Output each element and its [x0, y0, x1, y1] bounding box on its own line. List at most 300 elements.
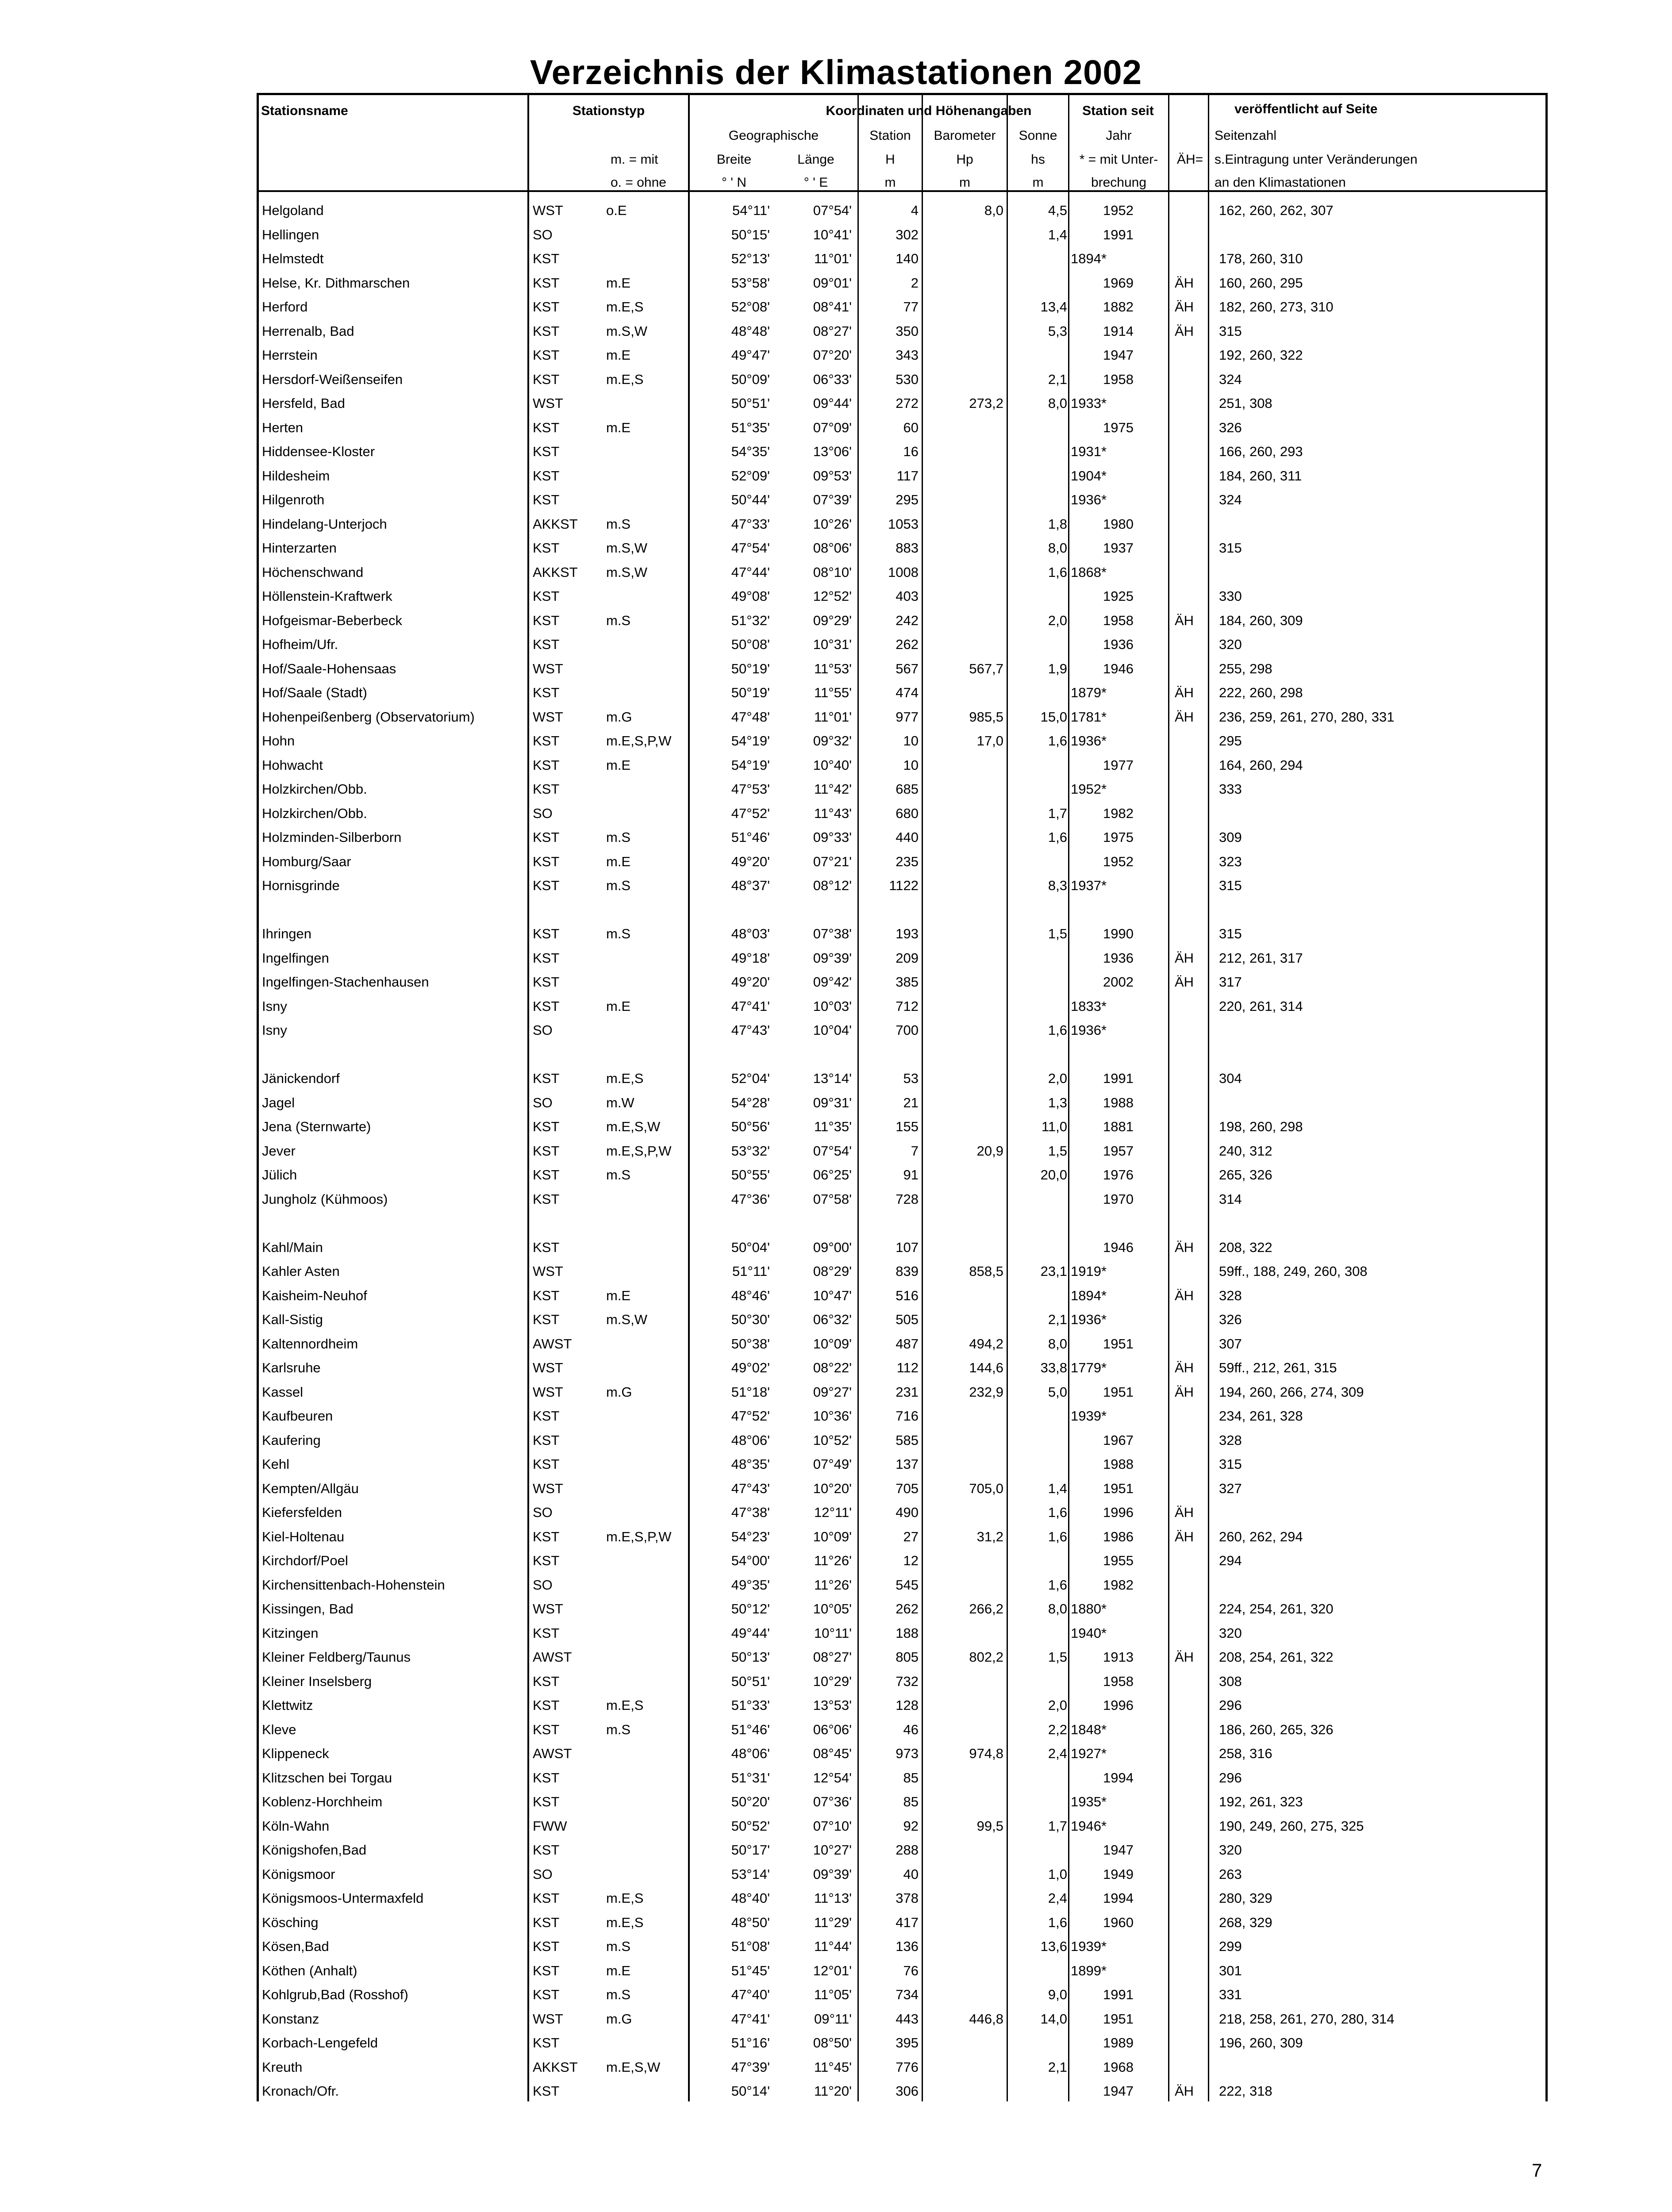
column-rule	[1068, 93, 1069, 2101]
cell-name: Kiefersfelden	[262, 1505, 342, 1520]
cell-seit: 1951	[1103, 1336, 1134, 1352]
cell-seit: 1936*	[1071, 1312, 1107, 1327]
cell-h: 262	[896, 637, 919, 652]
cell-breite: 51°46'	[731, 830, 770, 845]
cell-breite: 52°04'	[731, 1071, 770, 1086]
cell-typ: SO	[533, 1094, 553, 1110]
cell-seit: 1949	[1103, 1866, 1134, 1882]
cell-name: Klettwitz	[262, 1697, 313, 1713]
header-breite: Breite	[716, 152, 752, 167]
cell-seiten: 315	[1219, 323, 1242, 339]
cell-breite: 50°56'	[731, 1119, 770, 1134]
cell-name: Kempten/Allgäu	[262, 1480, 359, 1496]
cell-laenge: 10°40'	[813, 757, 852, 773]
cell-hp: 985,5	[969, 709, 1003, 725]
cell-ah: ÄH	[1175, 1239, 1194, 1255]
cell-breite: 50°44'	[731, 492, 770, 507]
cell-hp: 8,0	[984, 203, 1003, 218]
cell-laenge: 09°39'	[813, 1866, 852, 1882]
cell-seit: 1952	[1103, 203, 1134, 218]
cell-name: Hersfeld, Bad	[262, 396, 345, 411]
cell-seiten: 326	[1219, 1312, 1242, 1327]
cell-breite: 51°35'	[731, 419, 770, 435]
header-barometer: Barometer	[934, 128, 996, 143]
cell-seit: 1936*	[1071, 492, 1107, 507]
cell-breite: 54°19'	[731, 757, 770, 773]
cell-breite: 51°33'	[731, 1697, 770, 1713]
cell-seit: 1946*	[1071, 1818, 1107, 1834]
cell-laenge: 08°22'	[813, 1360, 852, 1375]
cell-h: 91	[903, 1167, 919, 1183]
cell-typ: KST	[533, 540, 560, 556]
cell-name: Herten	[262, 419, 304, 435]
cell-seit: 1935*	[1071, 1794, 1107, 1809]
cell-breite: 49°20'	[731, 974, 770, 990]
cell-hs: 1,0	[1048, 1866, 1067, 1882]
cell-seit: 1960	[1103, 1914, 1134, 1930]
cell-name: Kösen,Bad	[262, 1939, 329, 1954]
cell-hs: 1,3	[1048, 1094, 1067, 1110]
cell-ah: ÄH	[1175, 2083, 1194, 2099]
cell-hs: 1,4	[1048, 227, 1067, 242]
cell-seit: 1925	[1103, 588, 1134, 604]
cell-laenge: 08°27'	[813, 1649, 852, 1665]
cell-h: 12	[903, 1553, 919, 1568]
cell-hs: 1,6	[1048, 1505, 1067, 1520]
cell-seit: 1894*	[1071, 251, 1107, 266]
cell-name: Hindelang-Unterjoch	[262, 516, 387, 532]
cell-mo: m.S	[606, 1167, 631, 1183]
cell-name: Hofheim/Ufr.	[262, 637, 338, 652]
cell-h: 728	[896, 1191, 919, 1207]
cell-seiten: 208, 254, 261, 322	[1219, 1649, 1334, 1665]
cell-mo: m.E,S	[606, 1914, 644, 1930]
cell-hp: 273,2	[969, 396, 1003, 411]
cell-hs: 1,6	[1048, 733, 1067, 749]
cell-seit: 1937*	[1071, 878, 1107, 893]
cell-seiten: 326	[1219, 419, 1242, 435]
cell-seiten: 330	[1219, 588, 1242, 604]
cell-seit: 1899*	[1071, 1962, 1107, 1978]
cell-seit: 1951	[1103, 1384, 1134, 1400]
cell-seiten: 314	[1219, 1191, 1242, 1207]
cell-breite: 47°41'	[731, 998, 770, 1014]
cell-seit: 1980	[1103, 516, 1134, 532]
cell-breite: 51°31'	[731, 1770, 770, 1786]
cell-breite: 53°14'	[731, 1866, 770, 1882]
cell-seit: 1988	[1103, 1094, 1134, 1110]
cell-breite: 52°08'	[731, 299, 770, 315]
cell-h: 27	[903, 1528, 919, 1544]
cell-name: Hornisgrinde	[262, 878, 340, 893]
cell-typ: KST	[533, 1167, 560, 1183]
cell-laenge: 07°38'	[813, 926, 852, 941]
cell-seit: 1968	[1103, 2059, 1134, 2075]
cell-hs: 2,0	[1048, 1071, 1067, 1086]
header-station-seit: Station seit	[1082, 104, 1154, 118]
cell-typ: KST	[533, 974, 560, 990]
cell-h: 1053	[888, 516, 919, 532]
cell-name: Klitzschen bei Torgau	[262, 1770, 392, 1786]
cell-laenge: 10°03'	[813, 998, 852, 1014]
cell-mo: m.E,S,P,W	[606, 1143, 672, 1159]
cell-breite: 50°51'	[731, 1673, 770, 1689]
cell-typ: KST	[533, 926, 560, 941]
cell-laenge: 07°54'	[813, 203, 852, 218]
cell-h: 385	[896, 974, 919, 990]
cell-ah: ÄH	[1175, 1528, 1194, 1544]
cell-seit: 1982	[1103, 1577, 1134, 1593]
cell-laenge: 07°49'	[813, 1456, 852, 1472]
cell-laenge: 10°04'	[813, 1022, 852, 1038]
cell-seiten: 304	[1219, 1071, 1242, 1086]
cell-laenge: 09°29'	[813, 612, 852, 628]
cell-name: Koblenz-Horchheim	[262, 1794, 383, 1809]
cell-seiten: 224, 254, 261, 320	[1219, 1601, 1334, 1617]
cell-name: Kahl/Main	[262, 1239, 323, 1255]
cell-mo: m.W	[606, 1094, 634, 1110]
cell-seit: 1947	[1103, 1842, 1134, 1858]
cell-laenge: 10°41'	[813, 227, 852, 242]
cell-name: Herford	[262, 299, 308, 315]
cell-name: Hilgenroth	[262, 492, 325, 507]
cell-breite: 51°18'	[731, 1384, 770, 1400]
cell-breite: 48°46'	[731, 1287, 770, 1303]
cell-typ: KST	[533, 419, 560, 435]
cell-name: Holzkirchen/Obb.	[262, 781, 367, 797]
cell-name: Kaufering	[262, 1432, 321, 1448]
cell-name: Kehl	[262, 1456, 290, 1472]
cell-breite: 47°43'	[731, 1022, 770, 1038]
cell-seit: 1977	[1103, 757, 1134, 773]
header-m-mit: m. = mit	[611, 152, 658, 167]
cell-breite: 50°13'	[731, 1649, 770, 1665]
cell-h: 378	[896, 1890, 919, 1906]
cell-seiten: 192, 261, 323	[1219, 1794, 1303, 1809]
header-unit-hp: m	[959, 175, 970, 190]
cell-name: Kall-Sistig	[262, 1312, 323, 1327]
cell-seiten: 309	[1219, 830, 1242, 845]
cell-h: 140	[896, 251, 919, 266]
cell-typ: KST	[533, 444, 560, 459]
cell-name: Kleve	[262, 1721, 296, 1737]
cell-laenge: 09°53'	[813, 468, 852, 484]
cell-seiten: 324	[1219, 492, 1242, 507]
cell-hp: 232,9	[969, 1384, 1003, 1400]
cell-typ: KST	[533, 1842, 560, 1858]
cell-breite: 47°52'	[731, 1408, 770, 1424]
cell-breite: 50°17'	[731, 1842, 770, 1858]
cell-hs: 2,2	[1048, 1721, 1067, 1737]
cell-name: Helse, Kr. Dithmarschen	[262, 275, 410, 291]
cell-seit: 1936	[1103, 637, 1134, 652]
cell-name: Isny	[262, 998, 287, 1014]
cell-typ: KST	[533, 1673, 560, 1689]
cell-seit: 2002	[1103, 974, 1134, 990]
column-rule	[922, 93, 923, 2101]
cell-name: Jülich	[262, 1167, 297, 1183]
cell-mo: m.G	[606, 709, 632, 725]
cell-hp: 144,6	[969, 1360, 1003, 1375]
cell-seiten: 263	[1219, 1866, 1242, 1882]
cell-name: Kissingen, Bad	[262, 1601, 354, 1617]
cell-ah: ÄH	[1175, 299, 1194, 315]
cell-hp: 567,7	[969, 661, 1003, 676]
header-unit-hs: m	[1032, 175, 1044, 190]
cell-mo: m.E	[606, 1962, 631, 1978]
cell-typ: KST	[533, 275, 560, 291]
cell-seiten: 294	[1219, 1553, 1242, 1568]
cell-h: 440	[896, 830, 919, 845]
cell-ah: ÄH	[1175, 709, 1194, 725]
cell-breite: 50°30'	[731, 1312, 770, 1327]
cell-breite: 49°02'	[731, 1360, 770, 1375]
cell-hp: 31,2	[976, 1528, 1003, 1544]
cell-h: 155	[896, 1119, 919, 1134]
cell-typ: AKKST	[533, 516, 578, 532]
cell-seiten: 315	[1219, 878, 1242, 893]
cell-h: 262	[896, 1601, 919, 1617]
cell-h: 705	[896, 1480, 919, 1496]
cell-breite: 53°32'	[731, 1143, 770, 1159]
cell-hs: 8,0	[1048, 540, 1067, 556]
cell-hs: 4,5	[1048, 203, 1067, 218]
cell-breite: 47°39'	[731, 2059, 770, 2075]
cell-breite: 47°48'	[731, 709, 770, 725]
cell-ah: ÄH	[1175, 1287, 1194, 1303]
cell-seiten: 212, 261, 317	[1219, 950, 1303, 966]
cell-breite: 50°09'	[731, 371, 770, 387]
cell-h: 85	[903, 1794, 919, 1809]
cell-typ: SO	[533, 1866, 553, 1882]
cell-typ: KST	[533, 1432, 560, 1448]
cell-seiten: 333	[1219, 781, 1242, 797]
cell-laenge: 09°00'	[813, 1239, 852, 1255]
cell-laenge: 10°47'	[813, 1287, 852, 1303]
cell-seiten: 182, 260, 273, 310	[1219, 299, 1334, 315]
cell-name: Höchenschwand	[262, 564, 364, 580]
cell-typ: KST	[533, 323, 560, 339]
cell-seiten: 296	[1219, 1697, 1242, 1713]
cell-typ: WST	[533, 1263, 563, 1279]
cell-h: 343	[896, 347, 919, 363]
cell-laenge: 09°01'	[813, 275, 852, 291]
cell-name: Hohwacht	[262, 757, 323, 773]
cell-name: Königsmoos-Untermaxfeld	[262, 1890, 424, 1906]
cell-typ: WST	[533, 1601, 563, 1617]
cell-seit: 1957	[1103, 1143, 1134, 1159]
cell-typ: KST	[533, 1312, 560, 1327]
cell-laenge: 10°52'	[813, 1432, 852, 1448]
cell-seiten: 307	[1219, 1336, 1242, 1352]
cell-laenge: 08°06'	[813, 540, 852, 556]
cell-seit: 1951	[1103, 1480, 1134, 1496]
cell-mo: m.E	[606, 757, 631, 773]
cell-seit: 1994	[1103, 1770, 1134, 1786]
cell-typ: WST	[533, 203, 563, 218]
cell-hs: 1,6	[1048, 1022, 1067, 1038]
cell-ah: ÄH	[1175, 685, 1194, 700]
cell-typ: KST	[533, 251, 560, 266]
cell-typ: KST	[533, 1239, 560, 1255]
cell-typ: FWW	[533, 1818, 567, 1834]
cell-breite: 52°13'	[731, 251, 770, 266]
cell-name: Konstanz	[262, 2011, 319, 2027]
cell-h: 350	[896, 323, 919, 339]
cell-seiten: 315	[1219, 1456, 1242, 1472]
cell-laenge: 06°33'	[813, 371, 852, 387]
cell-hs: 13,6	[1040, 1939, 1067, 1954]
cell-seit: 1936	[1103, 950, 1134, 966]
cell-laenge: 10°36'	[813, 1408, 852, 1424]
cell-h: 137	[896, 1456, 919, 1472]
cell-h: 295	[896, 492, 919, 507]
cell-laenge: 11°26'	[814, 1577, 852, 1593]
cell-seit: 1927*	[1071, 1746, 1107, 1761]
cell-typ: KST	[533, 1890, 560, 1906]
cell-name: Königshofen,Bad	[262, 1842, 367, 1858]
cell-seit: 1958	[1103, 612, 1134, 628]
cell-seit: 1946	[1103, 661, 1134, 676]
cell-hs: 2,0	[1048, 612, 1067, 628]
cell-typ: KST	[533, 1987, 560, 2002]
cell-seiten: 301	[1219, 1962, 1242, 1978]
cell-name: Hildesheim	[262, 468, 330, 484]
cell-breite: 50°12'	[731, 1601, 770, 1617]
cell-seit: 1996	[1103, 1505, 1134, 1520]
cell-seit: 1881	[1103, 1119, 1134, 1134]
cell-typ: KST	[533, 1287, 560, 1303]
cell-hs: 2,1	[1048, 371, 1067, 387]
cell-seiten: 234, 261, 328	[1219, 1408, 1303, 1424]
cell-typ: WST	[533, 2011, 563, 2027]
cell-hs: 13,4	[1040, 299, 1067, 315]
page-title: Verzeichnis der Klimastationen 2002	[530, 53, 1142, 92]
cell-seit: 1939*	[1071, 1408, 1107, 1424]
cell-ah: ÄH	[1175, 950, 1194, 966]
cell-typ: KST	[533, 1191, 560, 1207]
cell-laenge: 11°13'	[814, 1890, 852, 1906]
cell-hp: 20,9	[976, 1143, 1003, 1159]
cell-seiten: 315	[1219, 540, 1242, 556]
cell-h: 85	[903, 1770, 919, 1786]
page-number: 7	[1532, 2160, 1542, 2181]
header-unit-h: m	[884, 175, 896, 190]
cell-hs: 1,6	[1048, 1914, 1067, 1930]
cell-mo: m.E,S	[606, 1697, 644, 1713]
cell-typ: KST	[533, 733, 560, 749]
cell-name: Kaltennordheim	[262, 1336, 358, 1352]
cell-mo: m.S,W	[606, 323, 647, 339]
cell-typ: WST	[533, 709, 563, 725]
cell-typ: KST	[533, 1408, 560, 1424]
cell-laenge: 13°14'	[813, 1071, 852, 1086]
cell-h: 516	[896, 1287, 919, 1303]
cell-seiten: 222, 318	[1219, 2083, 1272, 2099]
cell-h: 487	[896, 1336, 919, 1352]
cell-seiten: 164, 260, 294	[1219, 757, 1303, 773]
cell-seiten: 194, 260, 266, 274, 309	[1219, 1384, 1364, 1400]
cell-typ: KST	[533, 998, 560, 1014]
cell-typ: AWST	[533, 1746, 572, 1761]
cell-name: Jagel	[262, 1094, 295, 1110]
cell-laenge: 11°35'	[814, 1119, 852, 1134]
cell-laenge: 09°27'	[813, 1384, 852, 1400]
cell-seit: 1913	[1103, 1649, 1134, 1665]
cell-mo: m.E,S,P,W	[606, 733, 672, 749]
cell-mo: m.E	[606, 998, 631, 1014]
cell-typ: KST	[533, 830, 560, 845]
cell-typ: KST	[533, 637, 560, 652]
cell-seit: 1914	[1103, 323, 1134, 339]
cell-laenge: 12°01'	[813, 1962, 852, 1978]
cell-typ: SO	[533, 1577, 553, 1593]
cell-breite: 49°47'	[731, 347, 770, 363]
cell-h: 585	[896, 1432, 919, 1448]
cell-breite: 47°44'	[731, 564, 770, 580]
cell-seit: 1967	[1103, 1432, 1134, 1448]
cell-laenge: 11°53'	[814, 661, 852, 676]
cell-name: Hof/Saale-Hohensaas	[262, 661, 396, 676]
cell-typ: KST	[533, 1119, 560, 1134]
cell-ah: ÄH	[1175, 974, 1194, 990]
cell-h: 530	[896, 371, 919, 387]
header-brechung: brechung	[1091, 175, 1147, 190]
cell-ah: ÄH	[1175, 612, 1194, 628]
cell-h: 112	[896, 1360, 919, 1375]
cell-seit: 1931*	[1071, 444, 1107, 459]
header-hp: Hp	[956, 152, 973, 167]
cell-h: 685	[896, 781, 919, 797]
cell-seit: 1986	[1103, 1528, 1134, 1544]
cell-laenge: 07°39'	[813, 492, 852, 507]
cell-laenge: 11°43'	[814, 805, 852, 821]
cell-breite: 49°20'	[731, 853, 770, 869]
cell-breite: 48°03'	[731, 926, 770, 941]
header-h: H	[885, 152, 895, 167]
cell-breite: 48°06'	[731, 1746, 770, 1761]
cell-name: Holzminden-Silberborn	[262, 830, 402, 845]
cell-seiten: 184, 260, 311	[1219, 468, 1302, 484]
cell-laenge: 11°20'	[814, 2083, 852, 2099]
cell-hs: 1,5	[1048, 926, 1067, 941]
cell-seiten: 323	[1219, 853, 1242, 869]
cell-seit: 1976	[1103, 1167, 1134, 1183]
cell-typ: KST	[533, 878, 560, 893]
cell-name: Ihringen	[262, 926, 312, 941]
cell-hp: 266,2	[969, 1601, 1003, 1617]
cell-seiten: 184, 260, 309	[1219, 612, 1303, 628]
header-sonne: Sonne	[1019, 128, 1057, 143]
cell-typ: KST	[533, 347, 560, 363]
cell-h: 1122	[889, 878, 919, 893]
cell-seiten: 320	[1219, 1842, 1242, 1858]
header-hs: hs	[1031, 152, 1045, 167]
cell-seiten: 192, 260, 322	[1219, 347, 1303, 363]
cell-seiten: 315	[1219, 926, 1242, 941]
cell-hs: 5,3	[1048, 323, 1067, 339]
header-veroeffentlicht: veröffentlicht auf Seite	[1234, 102, 1378, 116]
cell-breite: 47°38'	[731, 1505, 770, 1520]
cell-laenge: 13°53'	[813, 1697, 852, 1713]
cell-breite: 48°48'	[731, 323, 770, 339]
cell-mo: m.S	[606, 516, 631, 532]
cell-breite: 50°55'	[731, 1167, 770, 1183]
cell-mo: m.G	[606, 1384, 632, 1400]
cell-h: 443	[896, 2011, 919, 2027]
column-rule	[1168, 93, 1169, 2101]
cell-laenge: 08°10'	[813, 564, 852, 580]
